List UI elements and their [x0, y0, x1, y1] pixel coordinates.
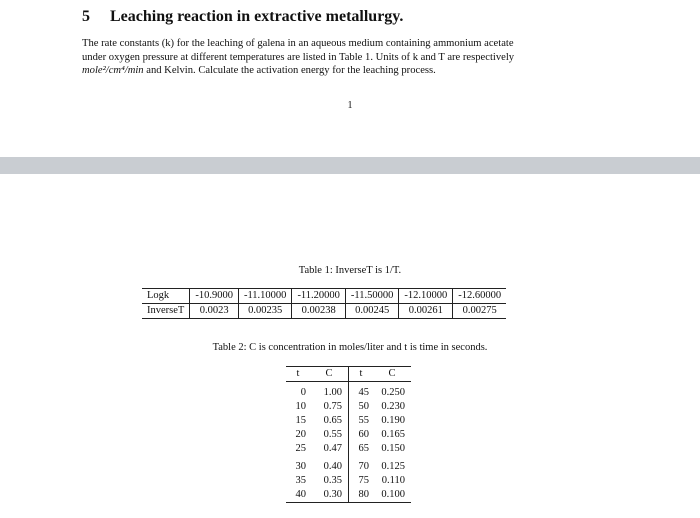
table-1-cell: -11.20000 — [292, 289, 345, 304]
page-number: 1 — [347, 100, 353, 111]
section-heading — [82, 8, 403, 26]
paragraph-line-2: under oxygen pressure at different temperatures are listed in Table 1. Units of k and T are respectively — [82, 51, 515, 63]
table-1-cell: -11.50000 — [345, 289, 398, 304]
section-title: Leaching reaction in extractive metallurgy. — [110, 8, 404, 25]
table-2-cell: 0.75 — [323, 401, 342, 412]
table-2-cell: 1.00 — [323, 387, 342, 398]
table-1-cell: 0.00235 — [238, 304, 291, 319]
table-1-row — [142, 304, 506, 319]
table-2-cell: 0.150 — [381, 443, 405, 454]
page-1 — [0, 0, 700, 157]
section-number: 5 — [82, 8, 90, 25]
table-1-cell: -12.10000 — [399, 289, 453, 304]
table-2-cell: 0.100 — [373, 488, 411, 503]
table-2-cell: 0 — [300, 387, 306, 398]
table-2-cell: 0.125 — [381, 461, 405, 472]
table-2-row — [286, 488, 411, 503]
table-1 — [142, 288, 506, 319]
table-1-cell: -12.60000 — [453, 289, 506, 304]
table-2-header-row — [286, 367, 411, 382]
table-2-cell: 65 — [349, 442, 374, 456]
table-2-cell: 30 — [295, 461, 306, 472]
table-2-row — [286, 400, 411, 414]
table-1-cell: -11.10000 — [238, 289, 291, 304]
table-1-row-label: Logk — [142, 289, 190, 304]
table-2-cell: 0.40 — [323, 461, 342, 472]
table-2-cell: 10 — [295, 401, 306, 412]
table-2-header-cell: C — [310, 367, 349, 382]
problem-paragraph — [82, 37, 622, 78]
table-2-cell: 35 — [295, 475, 306, 486]
table-1-row — [142, 289, 506, 304]
table-1-cell: 0.00275 — [453, 304, 506, 319]
table-2-cell: 0.165 — [381, 429, 405, 440]
table-2-cell: 0.190 — [381, 415, 405, 426]
table-2-cell: 0.30 — [310, 488, 349, 503]
paragraph-line-1: The rate constants (k) for the leaching of galena in an aqueous medium containing ammonium acetate — [82, 38, 514, 49]
table-2-row — [286, 414, 411, 428]
table-2-row — [286, 386, 411, 400]
table-2-cell: 0.35 — [323, 475, 342, 486]
table-2-cell: 45 — [349, 386, 374, 400]
table-2-cell: 75 — [349, 474, 374, 488]
table-2-header-cell: C — [373, 367, 411, 382]
table-2-cell: 15 — [295, 415, 306, 426]
table-2-header-cell: t — [286, 367, 310, 382]
table-2-cell: 0.110 — [381, 475, 405, 486]
table-2-header-cell: t — [349, 367, 374, 382]
table-2-cell: 0.55 — [323, 429, 342, 440]
page-separator — [0, 157, 700, 174]
table-1-row-label: InverseT — [142, 304, 190, 319]
table-2-cell: 0.47 — [323, 443, 342, 454]
table-2-cell: 0.250 — [381, 387, 405, 398]
table-1-cell: 0.00238 — [292, 304, 345, 319]
table-2-cell: 50 — [349, 400, 374, 414]
table-1-cell: 0.00261 — [399, 304, 453, 319]
table-1-cell: 0.0023 — [190, 304, 239, 319]
table-2-cell: 0.230 — [381, 401, 405, 412]
units-expression: mole²/cm⁴/min — [82, 65, 144, 77]
table-1-cell: -10.9000 — [190, 289, 239, 304]
table-2-row — [286, 442, 411, 456]
table-1-caption: Table 1: InverseT is 1/T. — [298, 265, 402, 276]
table-2-row — [286, 460, 411, 474]
table-2-cell: 55 — [349, 414, 374, 428]
table-2-cell: 80 — [349, 488, 374, 503]
table-2-cell: 70 — [349, 460, 374, 474]
table-2-cell: 40 — [286, 488, 310, 503]
table-2-row — [286, 428, 411, 442]
table-2-cell: 60 — [349, 428, 374, 442]
table-2-row — [286, 474, 411, 488]
table-2-cell: 0.65 — [323, 415, 342, 426]
table-2-cell: 25 — [295, 443, 306, 454]
paragraph-line-3-rest: and Kelvin. Calculate the activation energy for the leaching process. — [143, 65, 436, 77]
table-2-cell: 20 — [295, 429, 306, 440]
table-2 — [286, 366, 411, 503]
page-2 — [0, 174, 700, 518]
table-2-caption: Table 2: C is concentration in moles/liter and t is time in seconds. — [212, 342, 488, 353]
paragraph-line-3 — [82, 64, 622, 78]
table-1-cell: 0.00245 — [345, 304, 398, 319]
